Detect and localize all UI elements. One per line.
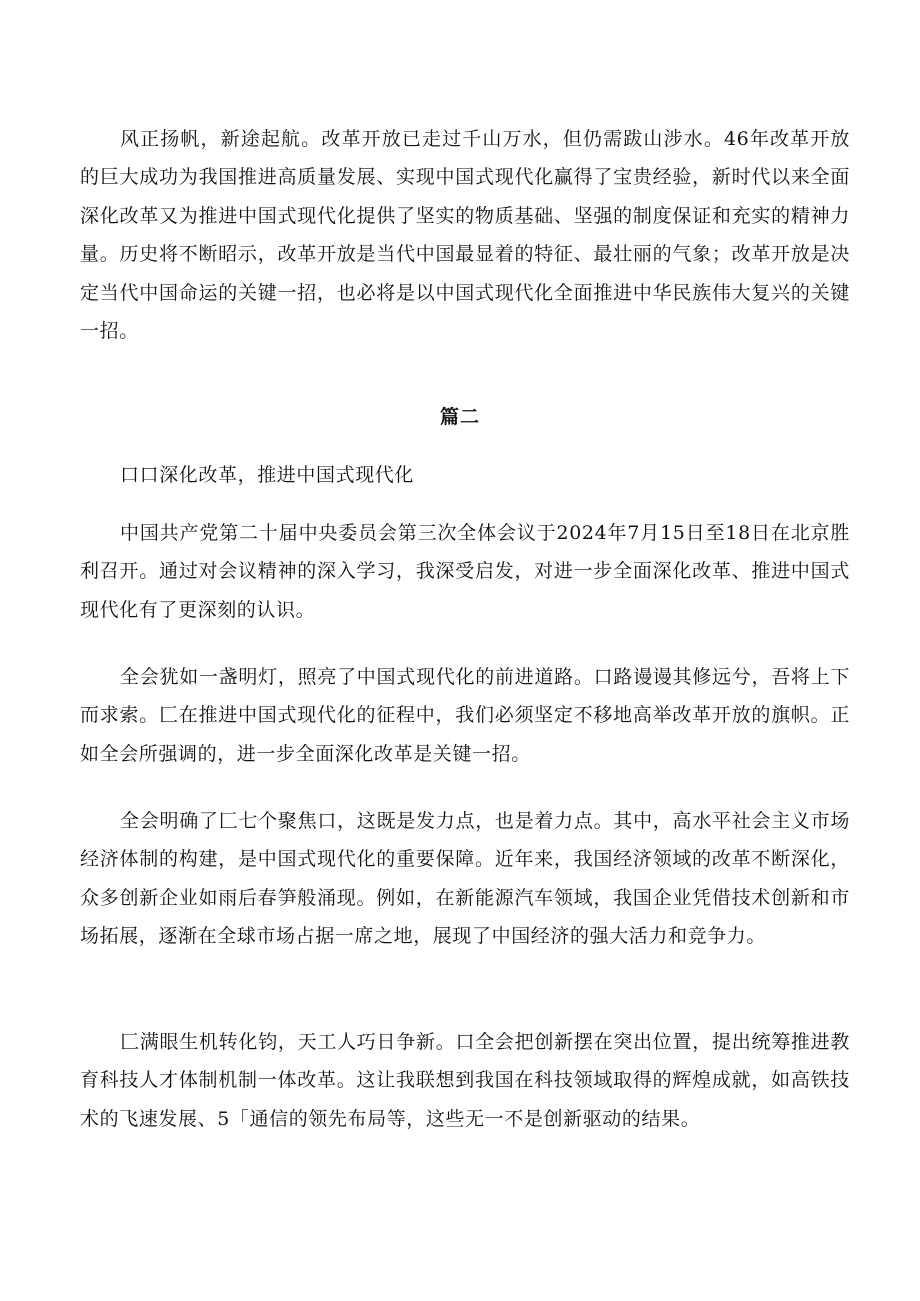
body-paragraph: 全会明确了匚七个聚焦口，这既是发力点，也是着力点。其中，高水平社会主义市场经济体制的构建，是中国式现代化的重要保障。近年来，我国经济领域的改革不断深化，众多创新企业如雨后春笋般涌现。例如，在新能源汽车领域，我国企业凭借技术创新和市场拓展，逐渐在全球市场占据一席之地，展现了中国经济的强大活力和竞争力。 xyxy=(80,810,850,948)
section-title: 篇二 xyxy=(439,406,480,428)
body-paragraph: 中国共产党第二十届中央委员会第三次全体会议于2024年7月15日至18日在北京胜利召开。通过对会议精神的深入学习，我深受启发，对进一步全面深化改革、推进中国式现代化有了更深刻的认识。 xyxy=(80,522,851,621)
body-paragraph: 匚满眼生机转化钧，天工人巧日争新。口全会把创新摆在突出位置，提出统筹推进教育科技人才体制机制一体改革。这让我联想到我国在科技领域取得的辉煌成就，如高铁技术的飞速发展、5「通信的领先布局等，这些无一不是创新驱动的结果。 xyxy=(80,1031,850,1130)
body-paragraph: 风正扬帆，新途起航。改革开放已走过千山万水，但仍需跋山涉水。46年改革开放的巨大成功为我国推进高质量发展、实现中国式现代化赢得了宝贵经验，新时代以来全面深化改革又为推进中国式现代化提供了坚实的物质基础、坚强的制度保证和充实的精神力量。历史将不断昭示，改革开放是当代中国最显着的特征、最壮丽的气象；改革开放是决定当代中国命运的关键一招，也必将是以中国式现代化全面推进中华民族伟大复兴的关键一招。 xyxy=(80,128,850,343)
body-paragraph: 全会犹如一盏明灯，照亮了中国式现代化的前进道路。口路谩谩其修远兮，吾将上下而求索。匚在推进中国式现代化的征程中，我们必须坚定不移地高举改革开放的旗帜。正如全会所强调的，进一步全面深化改革是关键一招。 xyxy=(80,666,850,765)
article-heading: 口口深化改革，推进中国式现代化 xyxy=(120,464,415,486)
